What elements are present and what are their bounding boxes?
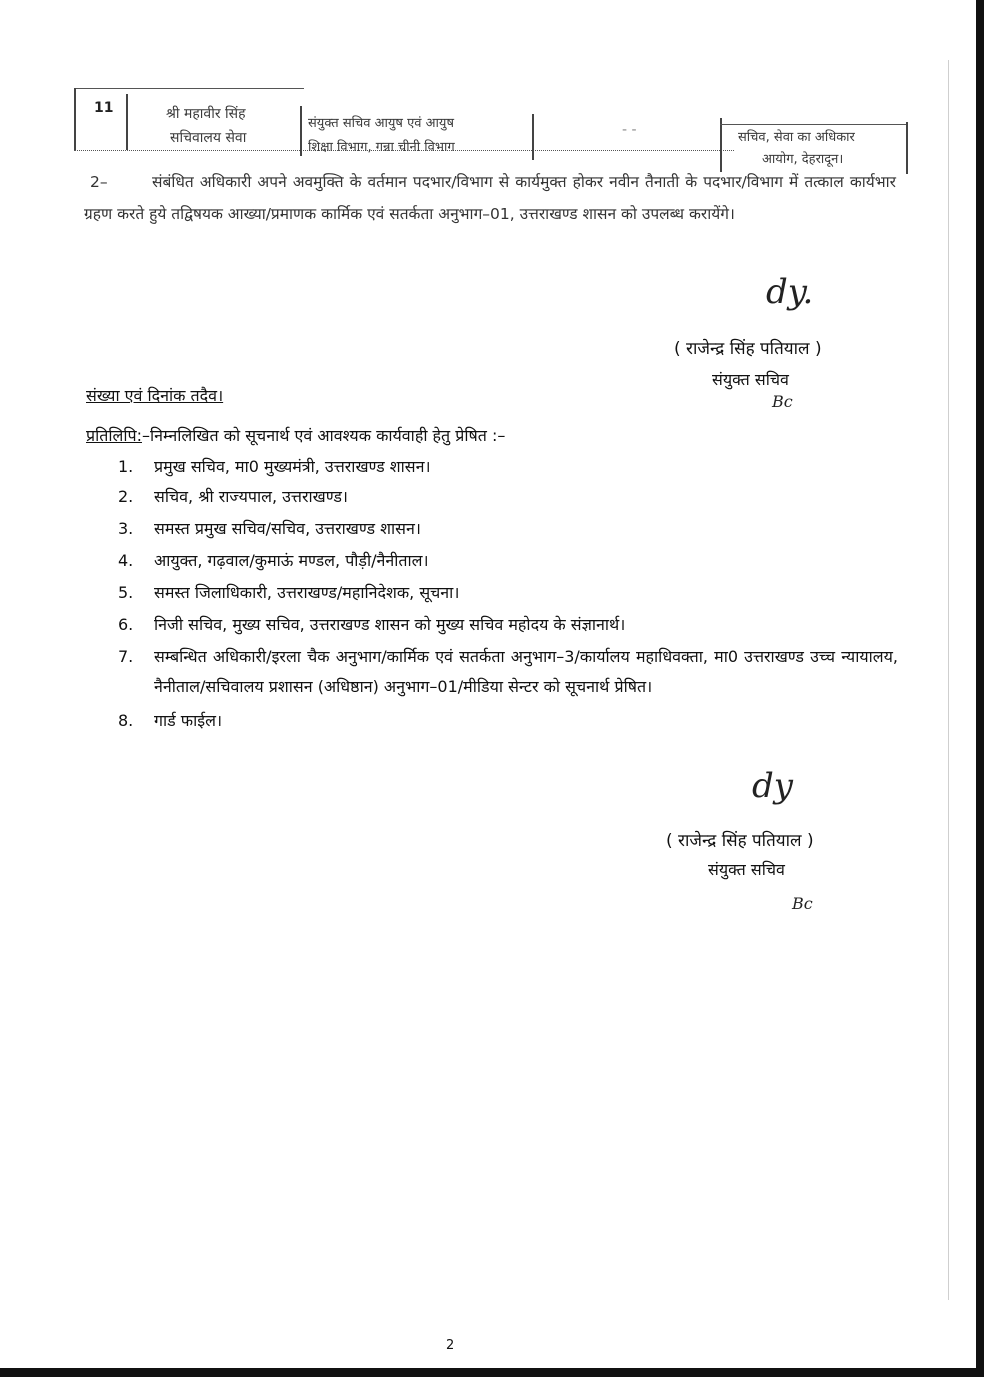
- recipient-item: [118, 514, 898, 544]
- recipient-text: सम्बन्धित अधिकारी/इरला चैक अनुभाग/कार्मिक एवं सतर्कता अनुभाग–3/कार्यालय महाधिवक्ता, मा0 उत्तराखण्ड उच्च न्यायालय, नैनीताल/सचिवालय प्रशासन (अधिष्ठान) अनुभाग–01/मीडिया सेन्टर को सूचनार्थ प्रेषित।: [154, 647, 898, 696]
- signature-mark: dy.: [766, 272, 814, 312]
- copy-to-label: प्रतिलिपि:: [86, 426, 142, 445]
- copy-to-heading: [86, 424, 505, 446]
- current-post-line2: शिक्षा विभाग, गन्ना चीनी विभाग: [308, 140, 455, 155]
- signatory-name: ( राजेन्द्र सिंह पतियाल ): [666, 831, 814, 851]
- table-right-border: [906, 122, 908, 174]
- recipient-list: [118, 452, 898, 736]
- table-divider: [300, 106, 302, 156]
- signature-mark: dy: [752, 766, 793, 806]
- new-post-line1: सचिव, सेवा का अधिकार: [738, 130, 855, 145]
- blank-cell-mark: - -: [622, 122, 637, 138]
- table-divider: [720, 118, 722, 172]
- table-left-border: [74, 88, 76, 150]
- recipient-item: [118, 452, 898, 482]
- current-post-line1: संयुक्त सचिव आयुष एवं आयुष: [308, 116, 454, 131]
- initials-mark: Bc: [772, 392, 793, 411]
- page-number: 2: [446, 1338, 455, 1353]
- recipient-text: आयुक्त, गढ़वाल/कुमाऊं मण्डल, पौड़ी/नैनीताल।: [154, 551, 429, 570]
- scan-edge-line: [948, 60, 949, 1300]
- recipient-number: 8.: [118, 711, 134, 730]
- copy-to-text: –निम्नलिखित को सूचनार्थ एवं आवश्यक कार्यवाही हेतु प्रेषित :–: [141, 426, 506, 445]
- recipient-text: गार्ड फाईल।: [154, 711, 223, 730]
- recipient-item: [118, 546, 898, 576]
- table-top-border: [74, 88, 304, 89]
- recipient-item: [118, 482, 898, 512]
- reference-line: संख्या एवं दिनांक तदैव।: [86, 386, 224, 405]
- scan-border-right: [976, 0, 984, 1377]
- recipient-item: [118, 642, 898, 702]
- recipient-number: 1.: [118, 457, 134, 476]
- recipient-number: 5.: [118, 583, 134, 602]
- recipient-text: निजी सचिव, मुख्य सचिव, उत्तराखण्ड शासन को मुख्य सचिव महोदय के संज्ञानार्थ।: [154, 615, 626, 634]
- recipient-number: 3.: [118, 519, 134, 538]
- recipient-number: 7.: [118, 647, 134, 666]
- officer-service: सचिवालय सेवा: [170, 130, 247, 146]
- recipient-text: प्रमुख सचिव, मा0 मुख्यमंत्री, उत्तराखण्ड शासन।: [154, 457, 431, 476]
- signatory-title: संयुक्त सचिव: [712, 370, 789, 389]
- recipient-text: समस्त जिलाधिकारी, उत्तराखण्ड/महानिदेशक, सूचना।: [154, 583, 460, 602]
- table-divider: [126, 94, 128, 150]
- recipient-item: [118, 610, 898, 640]
- initials-mark: Bc: [792, 894, 813, 913]
- recipient-text: समस्त प्रमुख सचिव/सचिव, उत्तराखण्ड शासन।: [154, 519, 421, 538]
- scan-border-bottom: [0, 1368, 984, 1377]
- table-top-border-right: [720, 124, 906, 125]
- recipient-item: [118, 706, 898, 736]
- serial-number: 11: [94, 100, 114, 116]
- table-divider: [532, 114, 534, 160]
- signatory-title: संयुक्त सचिव: [708, 860, 785, 879]
- paragraph-text: संबंधित अधिकारी अपने अवमुक्ति के वर्तमान पदभार/विभाग से कार्यमुक्त होकर नवीन तैनाती के पदभार/विभाग में तत्काल कार्यभार ग्रहण करते हुये तद्विषयक आख्या/प्रमाणक कार्मिक एवं सतर्कता अनुभाग–01, उत्तराखण्ड शासन को उपलब्ध करायेंगे।: [84, 173, 896, 223]
- recipient-text: सचिव, श्री राज्यपाल, उत्तराखण्ड।: [154, 487, 348, 506]
- recipient-number: 6.: [118, 615, 134, 634]
- posting-table-row: [74, 88, 910, 174]
- paragraph-2: [84, 166, 896, 230]
- officer-name: श्री महावीर सिंह: [166, 106, 246, 122]
- signatory-name: ( राजेन्द्र सिंह पतियाल ): [674, 339, 822, 359]
- recipient-number: 4.: [118, 551, 134, 570]
- recipient-item: [118, 578, 898, 608]
- new-post-line2: आयोग, देहरादून।: [762, 152, 844, 167]
- recipient-number: 2.: [118, 487, 134, 506]
- paragraph-number: 2–: [90, 173, 108, 191]
